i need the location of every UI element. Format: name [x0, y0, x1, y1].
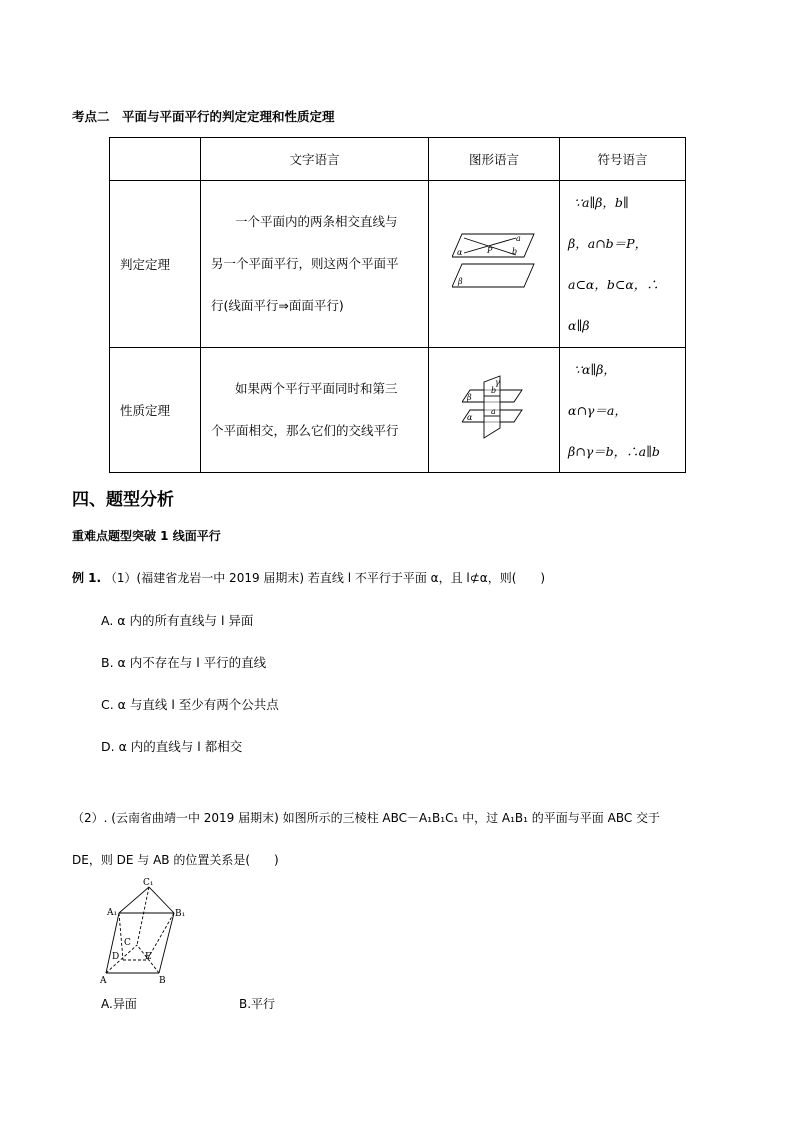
example1-question — [72, 569, 545, 586]
symbol-line: α∩γ＝a， — [568, 402, 627, 418]
table-header-empty — [110, 138, 201, 181]
example2-option-a: A.异面 — [101, 997, 137, 1011]
option-b: B. α 内不存在与 l 平行的直线 — [101, 655, 267, 670]
three-planes-figure — [462, 374, 526, 444]
example2-question-line1: （2）. (云南省曲靖一中 2019 届期末) 如图所示的三棱柱 ABC－A₁B₁C₁ 中，过 A₁B₁ 的平面与平面 ABC 交于 — [72, 811, 661, 825]
label-d: D — [112, 952, 120, 962]
label-a1: A₁ — [107, 908, 118, 918]
label-b1: B₁ — [175, 909, 186, 919]
parallel-planes-figure — [452, 228, 536, 298]
option-a: A. α 内的所有直线与 l 异面 — [101, 613, 254, 628]
prism-figure — [97, 875, 187, 987]
row-label: 判定定理 — [110, 181, 201, 348]
text-line: 个平面相交，那么它们的交线平行 — [211, 423, 399, 438]
table-header-symbol: 符号语言 — [560, 138, 686, 181]
label-p: P — [487, 245, 493, 255]
question-text: （1）(福建省龙岩一中 2019 届期末) 若直线 l 不平行于平面 α，且 l⊄α，则( ) — [104, 571, 546, 585]
row-figure — [429, 348, 560, 473]
label-c1: C₁ — [143, 878, 154, 888]
text-line: 如果两个平行平面同时和第三 — [235, 381, 398, 396]
text-line: 行(线面平行⇒面面平行) — [211, 298, 344, 313]
label-beta: β — [467, 392, 472, 402]
example2-option-b: B.平行 — [239, 997, 276, 1011]
table-row — [110, 181, 686, 348]
label-gamma: γ — [495, 377, 500, 387]
table-header-text: 文字语言 — [201, 138, 429, 181]
label-a: a — [491, 406, 496, 416]
label-beta: β — [458, 276, 463, 286]
label-b: b — [512, 246, 518, 256]
table-header-row — [110, 138, 686, 181]
row-text — [201, 348, 429, 473]
label-c: C — [124, 938, 131, 948]
example2-question-line2: DE，则 DE 与 AB 的位置关系是( ) — [72, 853, 279, 867]
text-line: 另一个平面平行，则这两个平面平 — [211, 256, 399, 271]
section-heading: 四、题型分析 — [72, 490, 174, 510]
label-alpha: α — [467, 412, 473, 422]
symbol-line: β∩γ＝b，∴a∥b — [568, 443, 660, 459]
subheading: 重难点题型突破 1 线面平行 — [72, 529, 221, 543]
row-label: 性质定理 — [110, 348, 201, 473]
text-line: 一个平面内的两条相交直线与 — [235, 214, 398, 229]
label-b: b — [491, 385, 497, 395]
symbol-line: α∥β — [568, 318, 590, 333]
section-title: 考点二 平面与平面平行的判定定理和性质定理 — [72, 109, 335, 124]
table-row — [110, 348, 686, 473]
option-d: D. α 内的直线与 l 都相交 — [101, 739, 243, 754]
label-a: a — [516, 233, 521, 243]
example-prefix: 例 1. — [72, 571, 102, 585]
label-alpha: α — [457, 247, 463, 257]
row-text — [201, 181, 429, 348]
label-a: A — [100, 976, 107, 986]
table-header-figure: 图形语言 — [429, 138, 560, 181]
row-symbol — [560, 348, 686, 473]
row-figure — [429, 181, 560, 348]
symbol-line: ∵a∥β，b∥ — [574, 195, 629, 210]
symbol-line: a⊂α，b⊂α，∴ — [568, 277, 659, 292]
theorem-table — [109, 137, 686, 473]
label-b: B — [159, 976, 166, 986]
symbol-line: ∵α∥β， — [574, 361, 616, 377]
symbol-line: β，a∩b＝P， — [568, 236, 648, 251]
label-e: E — [145, 952, 152, 962]
row-symbol — [560, 181, 686, 348]
option-c: C. α 与直线 l 至少有两个公共点 — [101, 697, 279, 712]
